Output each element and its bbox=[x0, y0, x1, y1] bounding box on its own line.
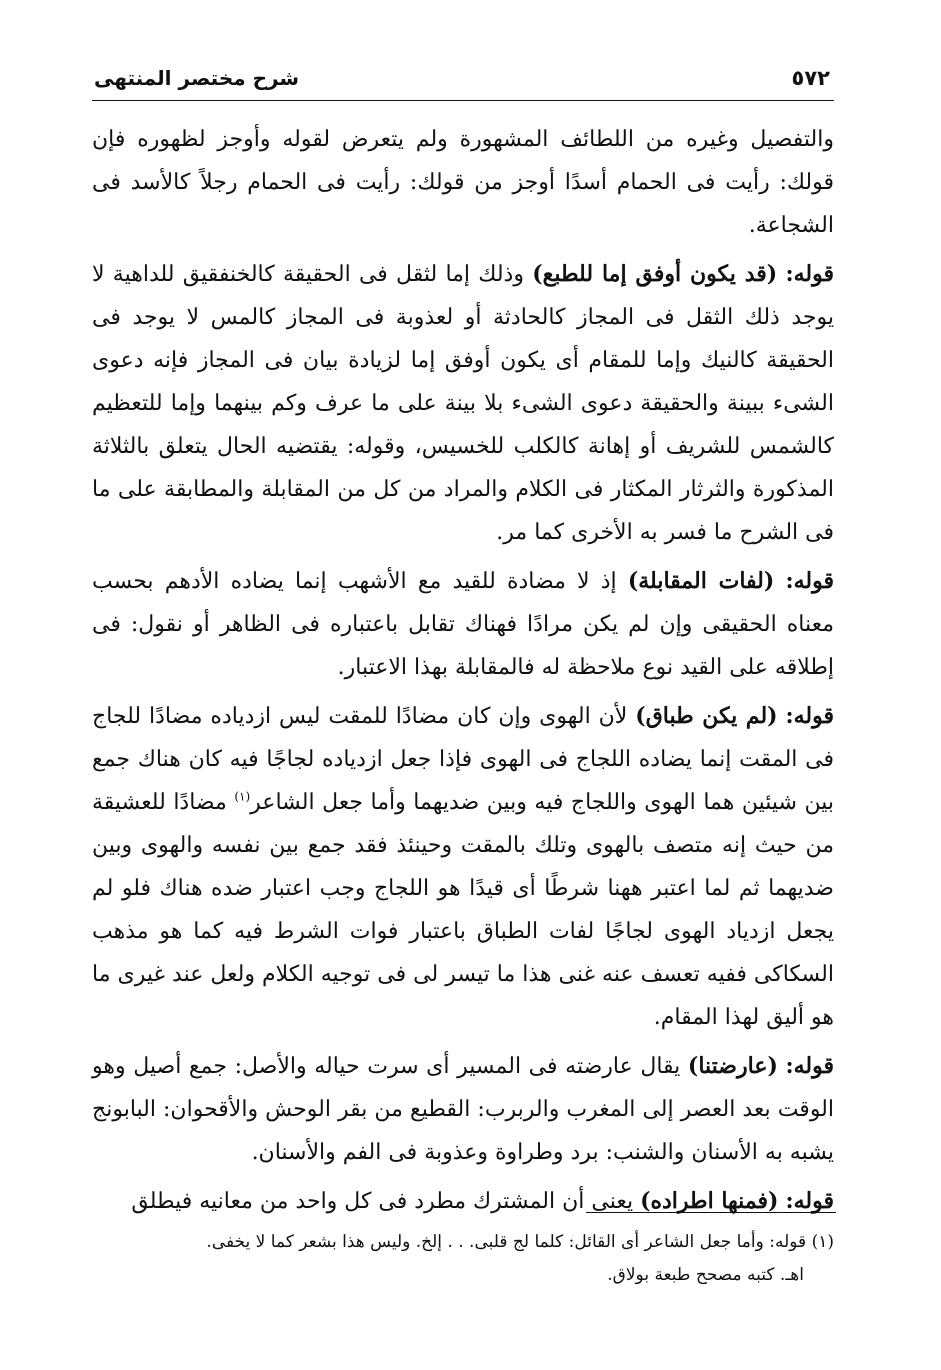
entry-text: إذ لا مضادة للقيد مع الأشهب إنما يضاده الأدهم بحسب معناه الحقيقى وإن لم يكن مرادًا فهناك تقابل باعتباره فى الظاهر أو نقول: فى إطلاقه على القيد نوع ملاحظة له فالمقابلة بهذا الاعتبار. bbox=[92, 569, 834, 680]
entry-lemma: (لفات المقابلة) bbox=[627, 568, 775, 594]
entry-key: قوله: bbox=[785, 568, 834, 594]
footnote bbox=[92, 1226, 834, 1292]
running-title: شرح مختصر المنتهى bbox=[94, 66, 300, 90]
commentary-entry bbox=[92, 560, 834, 689]
main-text bbox=[92, 118, 834, 1229]
footnote-line: اهـ. كتبه مصحح طبعة بولاق. bbox=[607, 1265, 804, 1285]
commentary-entry bbox=[92, 1180, 834, 1223]
intro-paragraph: والتفصيل وغيره من اللطائف المشهورة ولم يتعرض لقوله وأوجز لظهوره فإن قولك: رأيت فى الحمام أسدًا أوجز من قولك: رأيت فى الحمام رجلاً كالأسد فى الشجاعة. bbox=[92, 127, 834, 238]
entry-text: لأن الهوى وإن كان مضادًا للمقت ليس ازدياده مضادًا للجاج فى المقت إنما يضاده اللجاج فى الهوى فإذا جعل ازدياده لجاجًا فيه كان هناك جمع بين شيئين هما الهوى واللجاج فيه وبين ضديهما وأما جعل الشاعر bbox=[92, 704, 835, 815]
entry-key: قوله: bbox=[785, 261, 834, 287]
footnote-reference[interactable]: (١) bbox=[234, 789, 251, 804]
entry-text-continued: مضادًا للعشيقة من حيث إنه متصف بالهوى وتلك بالمقت وحينئذ فقد جمع بين نفسه والهوى وبين ضديهما ثم لما اعتبر ههنا شرطًا أى قيدًا هو اللجاج وجب اعتبار ضده هناك فلو لم يجعل ازدياد الهوى لجاجًا لفات الطباق باعتبار فوات الشرط فيه كما هو مذهب السكاكى ففيه تعسف عنه غنى هذا ما تيسر لى فى توجيه الكلام ولعل عند غيرى ما هو أليق لهذا المقام. bbox=[92, 790, 835, 1030]
footnote-divider bbox=[586, 1212, 836, 1213]
entry-text: وذلك إما لثقل فى الحقيقة كالخنفقيق للداهية لا يوجد ذلك الثقل فى المجاز كالحادثة أو لعذوبة فى المجاز كالمس لا يوجد فى الحقيقة كالنيك وإما للمقام أى يكون أوفق إما لزيادة بيان فى المجاز فإنه دعوى الشىء ببينة والحقيقة دعوى الشىء بلا بينة على ما عرف وكم بينهما وإما للتعظيم كالشمس للشريف أو إهانة كالكلب للخسيس، وقوله: يقتضيه الحال يتعلق بالثلاثة المذكورة والثرثار المكثار فى الكلام والمراد من كل من المقابلة والمطابقة على ما فى الشرح ما فسر به الأخرى كما مر. bbox=[92, 262, 834, 545]
entry-lemma: (قد يكون أوفق إما للطبع) bbox=[532, 261, 778, 287]
entry-key: قوله: bbox=[785, 1053, 834, 1079]
page-number: ٥٧٢ bbox=[791, 66, 830, 90]
entry-lemma: (عارضتنا) bbox=[687, 1053, 778, 1079]
entry-lemma: (لم يكن طباق) bbox=[635, 703, 778, 729]
entry-text: يقال عارضته فى المسير أى سرت حياله والأصل: جمع أصيل وهو الوقت بعد العصر إلى المغرب والربرب: القطيع من بقر الوحش والأقحوان: البابونج يشبه به الأسنان والشنب: برد وطراوة وعذوبة فى الفم والأسنان. bbox=[92, 1054, 834, 1165]
commentary-entry bbox=[92, 1045, 834, 1174]
entry-key: قوله: bbox=[785, 703, 835, 729]
commentary-entry bbox=[92, 253, 834, 554]
entry-lemma: (فمنها اطراده) bbox=[640, 1188, 779, 1214]
commentary-entry bbox=[92, 695, 834, 1039]
entry-text: يعنى أن المشترك مطرد فى كل واحد من معانيه فيطلق bbox=[131, 1189, 634, 1214]
footnote-line: (١) قوله: وأما جعل الشاعر أى القائل: كلما لج قلبى. . . إلخ. وليس هذا بشعر كما لا يخفى. bbox=[206, 1232, 834, 1252]
page-header bbox=[92, 56, 834, 101]
entry-key: قوله: bbox=[785, 1188, 834, 1214]
